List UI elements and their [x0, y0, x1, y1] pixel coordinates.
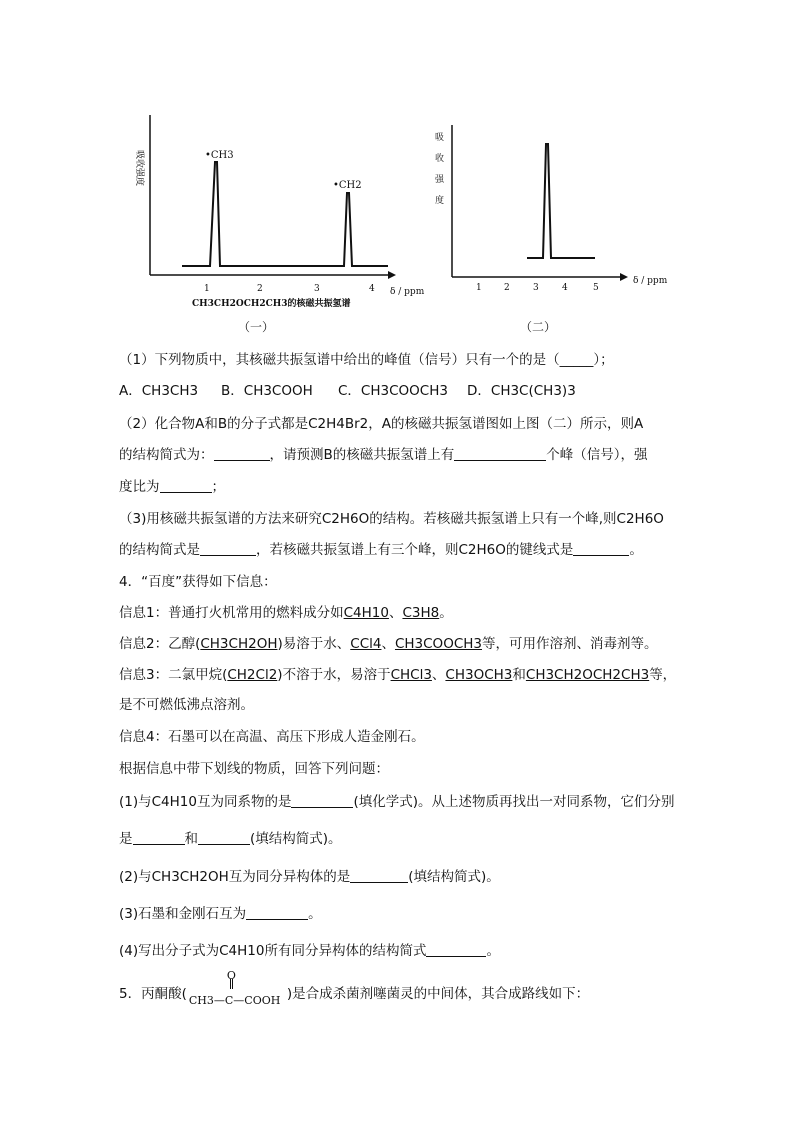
q4-info3-line2: 是不可燃低沸点溶剂。: [119, 697, 254, 713]
text: (填结构简式)。: [250, 831, 342, 847]
x-axis-arrow: [620, 273, 628, 281]
q4-info3: [119, 665, 676, 685]
q3-part2-line3: [119, 477, 225, 497]
q4-info2: [119, 634, 657, 654]
x-tick-4: 4: [369, 284, 375, 294]
text: ，请预测B的核磁共振氢谱上有: [269, 447, 455, 463]
underlined-substance: CHCl3: [390, 667, 432, 683]
answer-blank[interactable]: [198, 830, 250, 845]
text: ，若核磁共振氢谱上有三个峰，则C2H6O的键线式是: [256, 542, 574, 558]
nmr-spectrum-figure-1: [120, 100, 425, 325]
underlined-substance: CH2Cl2: [227, 667, 278, 683]
svg-text:4: 4: [562, 283, 568, 293]
text: 5．丙酮酸(: [119, 986, 187, 1002]
text: 。: [308, 906, 322, 922]
text: (3)石墨和金刚石互为: [119, 906, 247, 922]
underlined-substance: CH3COOCH3: [394, 636, 482, 652]
answer-blank[interactable]: [426, 942, 486, 957]
text: 等，: [649, 667, 677, 683]
answer-blank[interactable]: [573, 541, 629, 556]
peak-label-ch2: •CH2: [333, 180, 362, 191]
answer-blank[interactable]: [454, 446, 546, 461]
x-tick-1: 1: [204, 284, 210, 294]
y-axis-label: [435, 132, 445, 206]
q5-line: [119, 969, 590, 1007]
underlined-substance: C4H10: [343, 605, 389, 621]
answer-blank[interactable]: [160, 478, 212, 493]
underlined-substance: CCl4: [350, 636, 382, 652]
text: 。: [439, 605, 453, 621]
svg-text:收: 收: [435, 154, 445, 164]
q3-part1: （1）下列物质中，其核磁共振氢谱中给出的峰值（信号）只有一个的是（_____）；: [119, 352, 614, 368]
svg-text:5: 5: [593, 283, 599, 293]
text: )是合成杀菌剂噻菌灵的中间体，其合成路线如下：: [286, 986, 590, 1002]
text: 等，可用作溶剂、消毒剂等。: [481, 636, 658, 652]
svg-text:2: 2: [504, 283, 510, 293]
svg-text:3: 3: [533, 283, 539, 293]
text: 的结构简式是: [119, 542, 200, 558]
text: 信息3：二氯甲烷(: [119, 667, 228, 683]
answer-blank[interactable]: [133, 830, 185, 845]
underlined-substance: C3H8: [402, 605, 440, 621]
underlined-substance: CH3OCH3: [445, 667, 513, 683]
underlined-substance: CH3CH2OH: [200, 636, 278, 652]
x-tick-2: 2: [257, 284, 263, 294]
peak-label-ch3: •CH3: [205, 150, 234, 161]
pyruvic-acid-formula: [187, 969, 287, 1007]
text: ；: [211, 479, 225, 495]
formula-main: CH3—C—COOH: [188, 994, 281, 1007]
text: 信息2：乙醇(: [119, 636, 201, 652]
text: 的结构简式为：: [119, 447, 214, 463]
text: )不溶于水，易溶于: [277, 667, 391, 683]
q4-sub4: [119, 941, 500, 961]
q4-sub3: [119, 904, 322, 924]
text: 个峰（信号），强: [546, 447, 648, 463]
q4-info4: 信息4：石墨可以在高温、高压下形成人造金刚石。: [119, 729, 425, 745]
option-a: A．CH3CH3: [119, 383, 199, 399]
q3-part2-line2: [119, 445, 648, 465]
x-axis-unit: δ / ppm: [633, 276, 668, 286]
option-c: C．CH3COOCH3: [338, 383, 448, 399]
spectrum-trace: [182, 162, 388, 266]
text: 。: [486, 943, 500, 959]
svg-text:强: 强: [435, 175, 445, 185]
carbonyl-double-bond: [230, 979, 233, 989]
svg-text:吸: 吸: [435, 133, 445, 143]
option-d: D．CH3C(CH3)3: [467, 383, 576, 399]
answer-blank[interactable]: [246, 905, 308, 920]
x-tick-3: 3: [314, 284, 320, 294]
svg-text:度: 度: [435, 196, 445, 206]
text: (填结构简式)。: [408, 869, 500, 885]
q3-part3-line1: （3)用核磁共振氢谱的方法来研究C2H6O的结构。若核磁共振氢谱上只有一个峰,则C2H6O: [119, 511, 664, 527]
nmr-spectrum-figure-2: [425, 120, 695, 310]
text: (4)写出分子式为C4H10所有同分异构体的结构简式: [119, 943, 427, 959]
x-axis-arrow: [388, 271, 396, 279]
q4-sub1-line1: [119, 792, 675, 812]
figure1-caption: （一）: [238, 320, 275, 334]
text: 度比为: [119, 479, 160, 495]
text: (填化学式)。从上述物质再找出一对同系物，它们分别: [353, 794, 675, 810]
answer-blank[interactable]: [200, 541, 256, 556]
text: )易溶于水、: [277, 636, 351, 652]
carbonyl-oxygen: O: [226, 969, 236, 982]
text: 、: [388, 605, 403, 621]
text: 。: [629, 542, 643, 558]
text: 、: [381, 636, 395, 652]
svg-text:1: 1: [476, 283, 482, 293]
text: 、: [431, 667, 446, 683]
text: (1)与C4H10互为同系物的是: [119, 794, 292, 810]
q4-prompt: 根据信息中带下划线的物质，回答下列问题：: [119, 761, 389, 777]
spectrum-trace: [527, 144, 595, 258]
text: 和: [512, 667, 526, 683]
y-axis-label: 吸收强度: [134, 150, 144, 187]
option-b: B．CH3COOH: [221, 383, 313, 399]
text: 是: [119, 831, 133, 847]
answer-blank[interactable]: [214, 446, 270, 461]
q3-part3-line2: [119, 540, 643, 560]
underlined-substance: CH3CH2OCH2CH3: [525, 667, 650, 683]
q3-part2-line1: （2）化合物A和B的分子式都是C2H4Br2，A的核磁共振氢谱图如上图（二）所示，则A: [119, 416, 644, 432]
figure1-formula-caption: CH3CH2OCH2CH3的核磁共振氢谱: [192, 299, 351, 309]
text: (2)与CH3CH2OH互为同分异构体的是: [119, 869, 351, 885]
q4-info1: [119, 603, 453, 623]
x-ticks: [476, 283, 599, 293]
text: 和: [184, 831, 198, 847]
x-axis-unit: δ / ppm: [390, 287, 425, 297]
q4-sub1-line2: [119, 829, 342, 849]
figure2-caption: （二）: [520, 320, 557, 334]
x-ticks: [204, 284, 375, 294]
answer-blank[interactable]: [291, 793, 353, 808]
answer-blank[interactable]: [350, 868, 408, 883]
q4-sub2: [119, 867, 500, 887]
text: 信息1：普通打火机常用的燃料成分如: [119, 605, 344, 621]
q4-title: 4．“百度”获得如下信息：: [119, 574, 277, 590]
